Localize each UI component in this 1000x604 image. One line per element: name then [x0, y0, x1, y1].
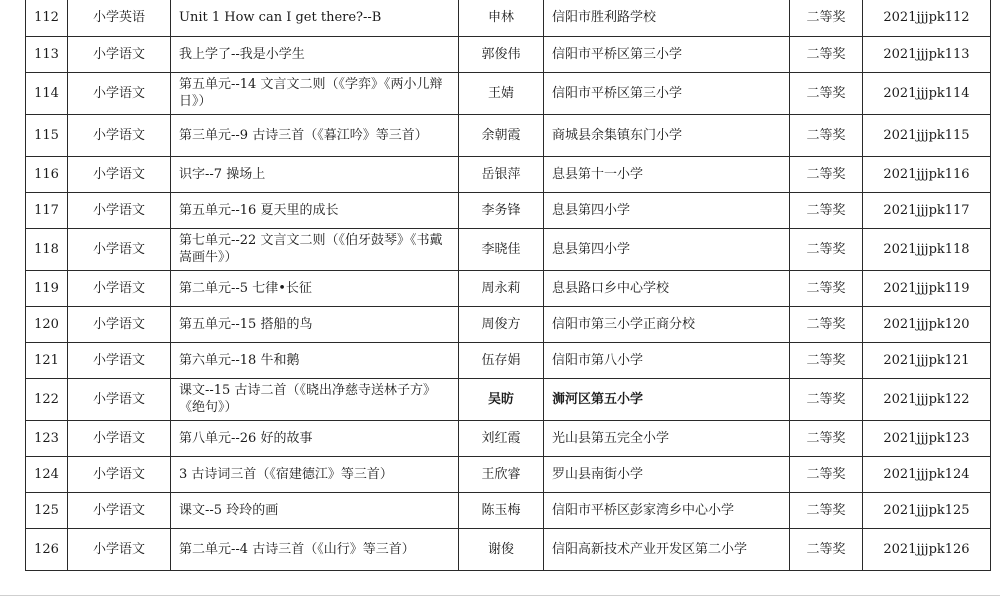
- table-row: [26, 228, 991, 270]
- school-name-cell: 信阳市第八小学: [544, 342, 790, 378]
- school-name-cell: 信阳市第三小学正商分校: [544, 306, 790, 342]
- award-grade-cell: 二等奖: [790, 306, 863, 342]
- table-row: [26, 528, 991, 570]
- school-name-cell: 信阳高新技术产业开发区第二小学: [544, 528, 790, 570]
- teacher-name-cell: 周俊方: [459, 306, 544, 342]
- certificate-code-cell: 2021jjjpk125: [863, 492, 991, 528]
- teacher-name-cell: 周永莉: [459, 270, 544, 306]
- lesson-title-cell: 第二单元--5 七律•长征: [171, 270, 459, 306]
- certificate-code-cell: 2021jjjpk119: [863, 270, 991, 306]
- school-name-cell: 息县第四小学: [544, 228, 790, 270]
- subject-cell: 小学英语: [68, 0, 171, 36]
- row-number: 121: [26, 342, 68, 378]
- certificate-code-cell: 2021jjjpk123: [863, 420, 991, 456]
- subject-cell: 小学语文: [68, 492, 171, 528]
- table-row: [26, 306, 991, 342]
- row-number: 126: [26, 528, 68, 570]
- lesson-title-cell: 识字--7 操场上: [171, 156, 459, 192]
- award-grade-cell: 二等奖: [790, 270, 863, 306]
- award-grade-cell: 二等奖: [790, 192, 863, 228]
- page-bottom-divider: [0, 595, 1000, 596]
- teacher-name-cell: 伍存娟: [459, 342, 544, 378]
- row-number: 117: [26, 192, 68, 228]
- teacher-name-cell: 李务锋: [459, 192, 544, 228]
- teacher-name-cell: 刘红霞: [459, 420, 544, 456]
- award-grade-cell: 二等奖: [790, 456, 863, 492]
- certificate-code-cell: 2021jjjpk124: [863, 456, 991, 492]
- lesson-title-cell: Unit 1 How can I get there?--B: [171, 0, 459, 36]
- school-name-cell: 息县路口乡中心学校: [544, 270, 790, 306]
- award-grade-cell: 二等奖: [790, 492, 863, 528]
- certificate-code-cell: 2021jjjpk112: [863, 0, 991, 36]
- certificate-code-cell: 2021jjjpk126: [863, 528, 991, 570]
- subject-cell: 小学语文: [68, 114, 171, 156]
- award-grade-cell: 二等奖: [790, 156, 863, 192]
- award-grade-cell: 二等奖: [790, 228, 863, 270]
- subject-cell: 小学语文: [68, 378, 171, 420]
- lesson-title-cell: 我上学了--我是小学生: [171, 36, 459, 72]
- award-grade-cell: 二等奖: [790, 36, 863, 72]
- certificate-code-cell: 2021jjjpk117: [863, 192, 991, 228]
- teacher-name-cell: 吴昉: [459, 378, 544, 420]
- school-name-cell: 罗山县南街小学: [544, 456, 790, 492]
- row-number: 123: [26, 420, 68, 456]
- table-row: [26, 0, 991, 36]
- teacher-name-cell: 岳银萍: [459, 156, 544, 192]
- table-row: [26, 156, 991, 192]
- lesson-title-cell: 第六单元--18 牛和鹅: [171, 342, 459, 378]
- teacher-name-cell: 王欣睿: [459, 456, 544, 492]
- subject-cell: 小学语文: [68, 306, 171, 342]
- lesson-title-cell: 课文--15 古诗二首（《晓出净慈寺送林子方》《绝句》）: [171, 378, 459, 420]
- certificate-code-cell: 2021jjjpk120: [863, 306, 991, 342]
- school-name-cell: 信阳市胜利路学校: [544, 0, 790, 36]
- school-name-cell: 信阳市平桥区第三小学: [544, 72, 790, 114]
- certificate-code-cell: 2021jjjpk114: [863, 72, 991, 114]
- subject-cell: 小学语文: [68, 528, 171, 570]
- table-row: [26, 378, 991, 420]
- award-grade-cell: 二等奖: [790, 378, 863, 420]
- school-name-cell: 浉河区第五小学: [544, 378, 790, 420]
- subject-cell: 小学语文: [68, 228, 171, 270]
- teacher-name-cell: 王婧: [459, 72, 544, 114]
- lesson-title-cell: 第八单元--26 好的故事: [171, 420, 459, 456]
- lesson-title-cell: 第二单元--4 古诗三首（《山行》等三首）: [171, 528, 459, 570]
- table-row: [26, 456, 991, 492]
- lesson-title-cell: 第五单元--14 文言文二则（《学弈》《两小儿辩日》）: [171, 72, 459, 114]
- teacher-name-cell: 郭俊伟: [459, 36, 544, 72]
- subject-cell: 小学语文: [68, 72, 171, 114]
- table-row: [26, 192, 991, 228]
- row-number: 119: [26, 270, 68, 306]
- award-list-table: [25, 0, 991, 571]
- lesson-title-cell: 第五单元--16 夏天里的成长: [171, 192, 459, 228]
- award-grade-cell: 二等奖: [790, 420, 863, 456]
- certificate-code-cell: 2021jjjpk121: [863, 342, 991, 378]
- award-list-body: [26, 0, 991, 570]
- row-number: 114: [26, 72, 68, 114]
- row-number: 118: [26, 228, 68, 270]
- lesson-title-cell: 第七单元--22 文言文二则（《伯牙鼓琴》《书戴嵩画牛》）: [171, 228, 459, 270]
- row-number: 125: [26, 492, 68, 528]
- school-name-cell: 光山县第五完全小学: [544, 420, 790, 456]
- table-row: [26, 420, 991, 456]
- row-number: 124: [26, 456, 68, 492]
- award-grade-cell: 二等奖: [790, 114, 863, 156]
- lesson-title-cell: 第三单元--9 古诗三首（《暮江吟》等三首）: [171, 114, 459, 156]
- award-grade-cell: 二等奖: [790, 528, 863, 570]
- teacher-name-cell: 谢俊: [459, 528, 544, 570]
- certificate-code-cell: 2021jjjpk115: [863, 114, 991, 156]
- teacher-name-cell: 李晓佳: [459, 228, 544, 270]
- subject-cell: 小学语文: [68, 420, 171, 456]
- school-name-cell: 商城县余集镇东门小学: [544, 114, 790, 156]
- certificate-code-cell: 2021jjjpk118: [863, 228, 991, 270]
- subject-cell: 小学语文: [68, 456, 171, 492]
- subject-cell: 小学语文: [68, 36, 171, 72]
- award-grade-cell: 二等奖: [790, 342, 863, 378]
- lesson-title-cell: 第五单元--15 搭船的鸟: [171, 306, 459, 342]
- table-row: [26, 270, 991, 306]
- table-row: [26, 492, 991, 528]
- subject-cell: 小学语文: [68, 342, 171, 378]
- subject-cell: 小学语文: [68, 192, 171, 228]
- certificate-code-cell: 2021jjjpk113: [863, 36, 991, 72]
- table-row: [26, 36, 991, 72]
- lesson-title-cell: 课文--5 玲玲的画: [171, 492, 459, 528]
- row-number: 113: [26, 36, 68, 72]
- row-number: 122: [26, 378, 68, 420]
- award-grade-cell: 二等奖: [790, 72, 863, 114]
- certificate-code-cell: 2021jjjpk122: [863, 378, 991, 420]
- teacher-name-cell: 申林: [459, 0, 544, 36]
- school-name-cell: 信阳市平桥区第三小学: [544, 36, 790, 72]
- row-number: 112: [26, 0, 68, 36]
- subject-cell: 小学语文: [68, 270, 171, 306]
- certificate-code-cell: 2021jjjpk116: [863, 156, 991, 192]
- subject-cell: 小学语文: [68, 156, 171, 192]
- table-row: [26, 342, 991, 378]
- teacher-name-cell: 陈玉梅: [459, 492, 544, 528]
- table-row: [26, 114, 991, 156]
- award-grade-cell: 二等奖: [790, 0, 863, 36]
- table-row: [26, 72, 991, 114]
- row-number: 116: [26, 156, 68, 192]
- lesson-title-cell: 3 古诗词三首（《宿建德江》等三首）: [171, 456, 459, 492]
- school-name-cell: 息县第四小学: [544, 192, 790, 228]
- row-number: 115: [26, 114, 68, 156]
- row-number: 120: [26, 306, 68, 342]
- school-name-cell: 信阳市平桥区彭家湾乡中心小学: [544, 492, 790, 528]
- school-name-cell: 息县第十一小学: [544, 156, 790, 192]
- teacher-name-cell: 余朝霞: [459, 114, 544, 156]
